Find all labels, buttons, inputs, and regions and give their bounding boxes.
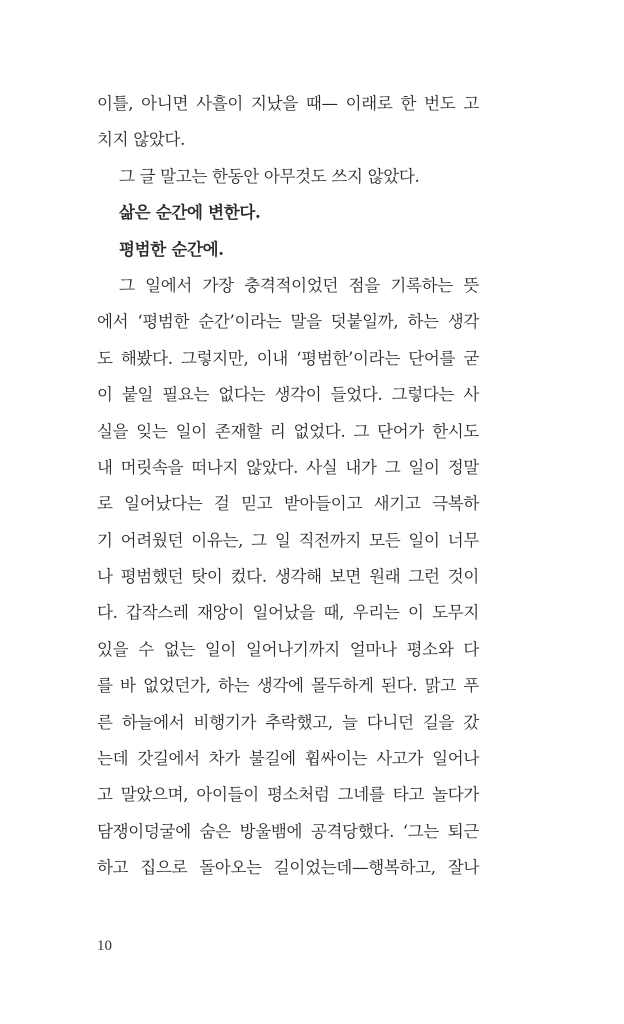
- text-line: 담쟁이덩굴에 숨은 방울뱀에 공격당했다. ‘그는 퇴근: [97, 821, 479, 841]
- text-line: 다. 갑작스레 재앙이 일어났을 때, 우리는 이 도무지: [97, 603, 479, 623]
- text-line: 하고 집으로 돌아오는 길이었는데—행복하고, 잘나: [97, 858, 479, 878]
- text-line: 를 바 없었던가, 하는 생각에 몰두하게 된다. 맑고 푸: [97, 676, 479, 696]
- text-line: 그 일에서 가장 충격적이었던 점을 기록하는 뜻: [119, 275, 479, 295]
- text-line: 고 말았으며, 아이들이 평소처럼 그네를 타고 놀다가: [97, 785, 479, 805]
- text-line: 있을 수 없는 일이 일어나기까지 얼마나 평소와 다: [97, 639, 479, 659]
- emphasized-text-line: 평범한 순간에.: [119, 239, 224, 259]
- text-line: 로 일어났다는 걸 믿고 받아들이고 새기고 극복하: [97, 494, 479, 514]
- text-line: 도 해봤다. 그렇지만, 이내 ‘평범한’이라는 단어를 굳: [97, 348, 479, 368]
- page-body: [97, 86, 479, 887]
- text-line: 이틀, 아니면 사흘이 지났을 때— 이래로 한 번도 고: [97, 94, 479, 113]
- text-line: 이 붙일 필요는 없다는 생각이 들었다. 그렇다는 사: [97, 385, 479, 405]
- text-line: 른 하늘에서 비행기가 추락했고, 늘 다니던 길을 갔: [97, 712, 479, 732]
- text-line: 에서 ‘평범한 순간’이라는 말을 덧붙일까, 하는 생각: [97, 312, 479, 332]
- page-number: 10: [97, 938, 112, 954]
- text-line: 기 어려웠던 이유는, 그 일 직전까지 모든 일이 너무: [97, 530, 479, 550]
- text-line: 나 평범했던 탓이 컸다. 생각해 보면 원래 그런 것이: [97, 567, 479, 587]
- text-line: 내 머릿속을 떠나지 않았다. 사실 내가 그 일이 정말: [97, 457, 479, 477]
- emphasized-text-line: 삶은 순간에 변한다.: [119, 203, 261, 223]
- text-line: 실을 잊는 일이 존재할 리 없었다. 그 단어가 한시도: [97, 421, 479, 441]
- text-line: 그 글 말고는 한동안 아무것도 쓰지 않았다.: [119, 166, 420, 186]
- text-line: 치지 않았다.: [97, 130, 186, 150]
- text-line: 는데 갓길에서 차가 불길에 휩싸이는 사고가 일어나: [97, 749, 479, 769]
